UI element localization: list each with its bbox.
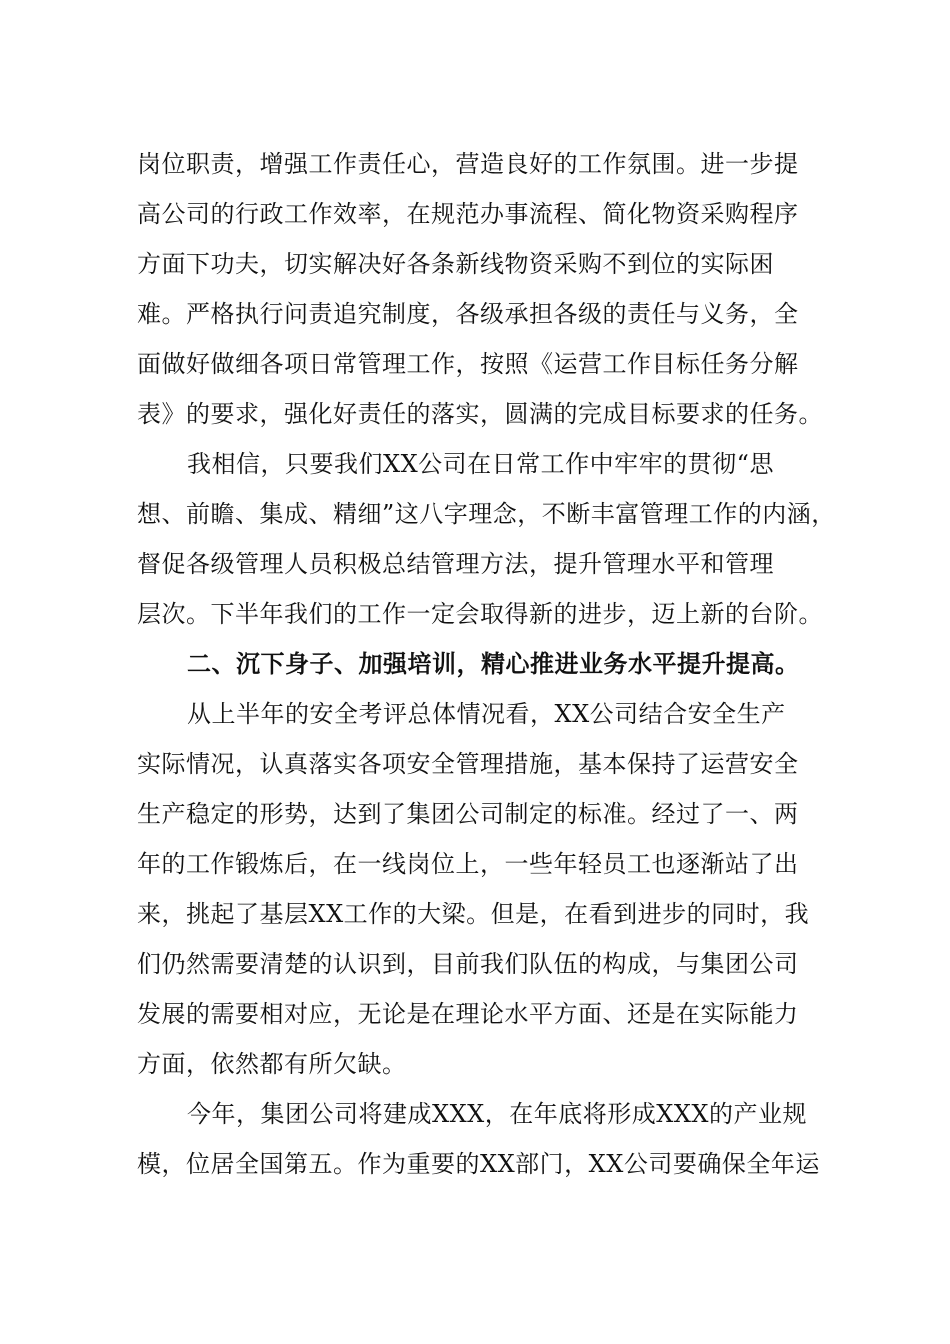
text-line-21: 模，位居全国第五。作为重要的XX部门，XX公司要确保全年运 <box>137 1150 820 1178</box>
text-line-3: 方面下功夫，切实解决好各条新线物资采购不到位的实际困 <box>137 250 774 278</box>
text-line-10: 层次。下半年我们的工作一定会取得新的进步，迈上新的台阶。 <box>137 600 823 628</box>
paragraph-start-line-12: 从上半年的安全考评总体情况看，XX公司结合安全生产 <box>187 700 786 728</box>
text-line-18: 发展的需要相对应，无论是在理论水平方面、还是在实际能力 <box>137 1000 799 1028</box>
text-line-4: 难。严格执行问责追究制度，各级承担各级的责任与义务，全 <box>137 300 799 328</box>
text-line-2: 高公司的行政工作效率，在规范办事流程、简化物资采购程序 <box>137 200 799 228</box>
section-heading: 二、沉下身子、加强培训，精心推进业务水平提升提高。 <box>187 649 800 678</box>
text-line-19: 方面，依然都有所欠缺。 <box>137 1050 407 1078</box>
text-line-14: 生产稳定的形势，达到了集团公司制定的标准。经过了一、两 <box>137 800 799 828</box>
text-line-9: 督促各级管理人员积极总结管理方法，提升管理水平和管理 <box>137 550 774 578</box>
text-line-16: 来，挑起了基层XX工作的大梁。但是，在看到进步的同时，我 <box>137 900 810 928</box>
paragraph-start-line-7: 我相信，只要我们XX公司在日常工作中牢牢的贯彻“思 <box>187 450 774 478</box>
paragraph-start-line-20: 今年，集团公司将建成XXX，在年底将形成XXX的产业规 <box>187 1100 808 1128</box>
text-line-5: 面做好做细各项日常管理工作，按照《运营工作目标任务分解 <box>137 350 799 378</box>
text-line-17: 们仍然需要清楚的认识到，目前我们队伍的构成，与集团公司 <box>137 950 799 978</box>
text-line-8: 想、前瞻、集成、精细”这八字理念，不断丰富管理工作的内涵， <box>137 500 836 528</box>
text-line-13: 实际情况，认真落实各项安全管理措施，基本保持了运营安全 <box>137 750 799 778</box>
text-line-15: 年的工作锻炼后，在一线岗位上，一些年轻员工也逐渐站了出 <box>137 850 799 878</box>
text-line-1: 岗位职责，增强工作责任心，营造良好的工作氛围。进一步提 <box>137 150 799 178</box>
text-line-6: 表》的要求，强化好责任的落实，圆满的完成目标要求的任务。 <box>137 400 823 428</box>
